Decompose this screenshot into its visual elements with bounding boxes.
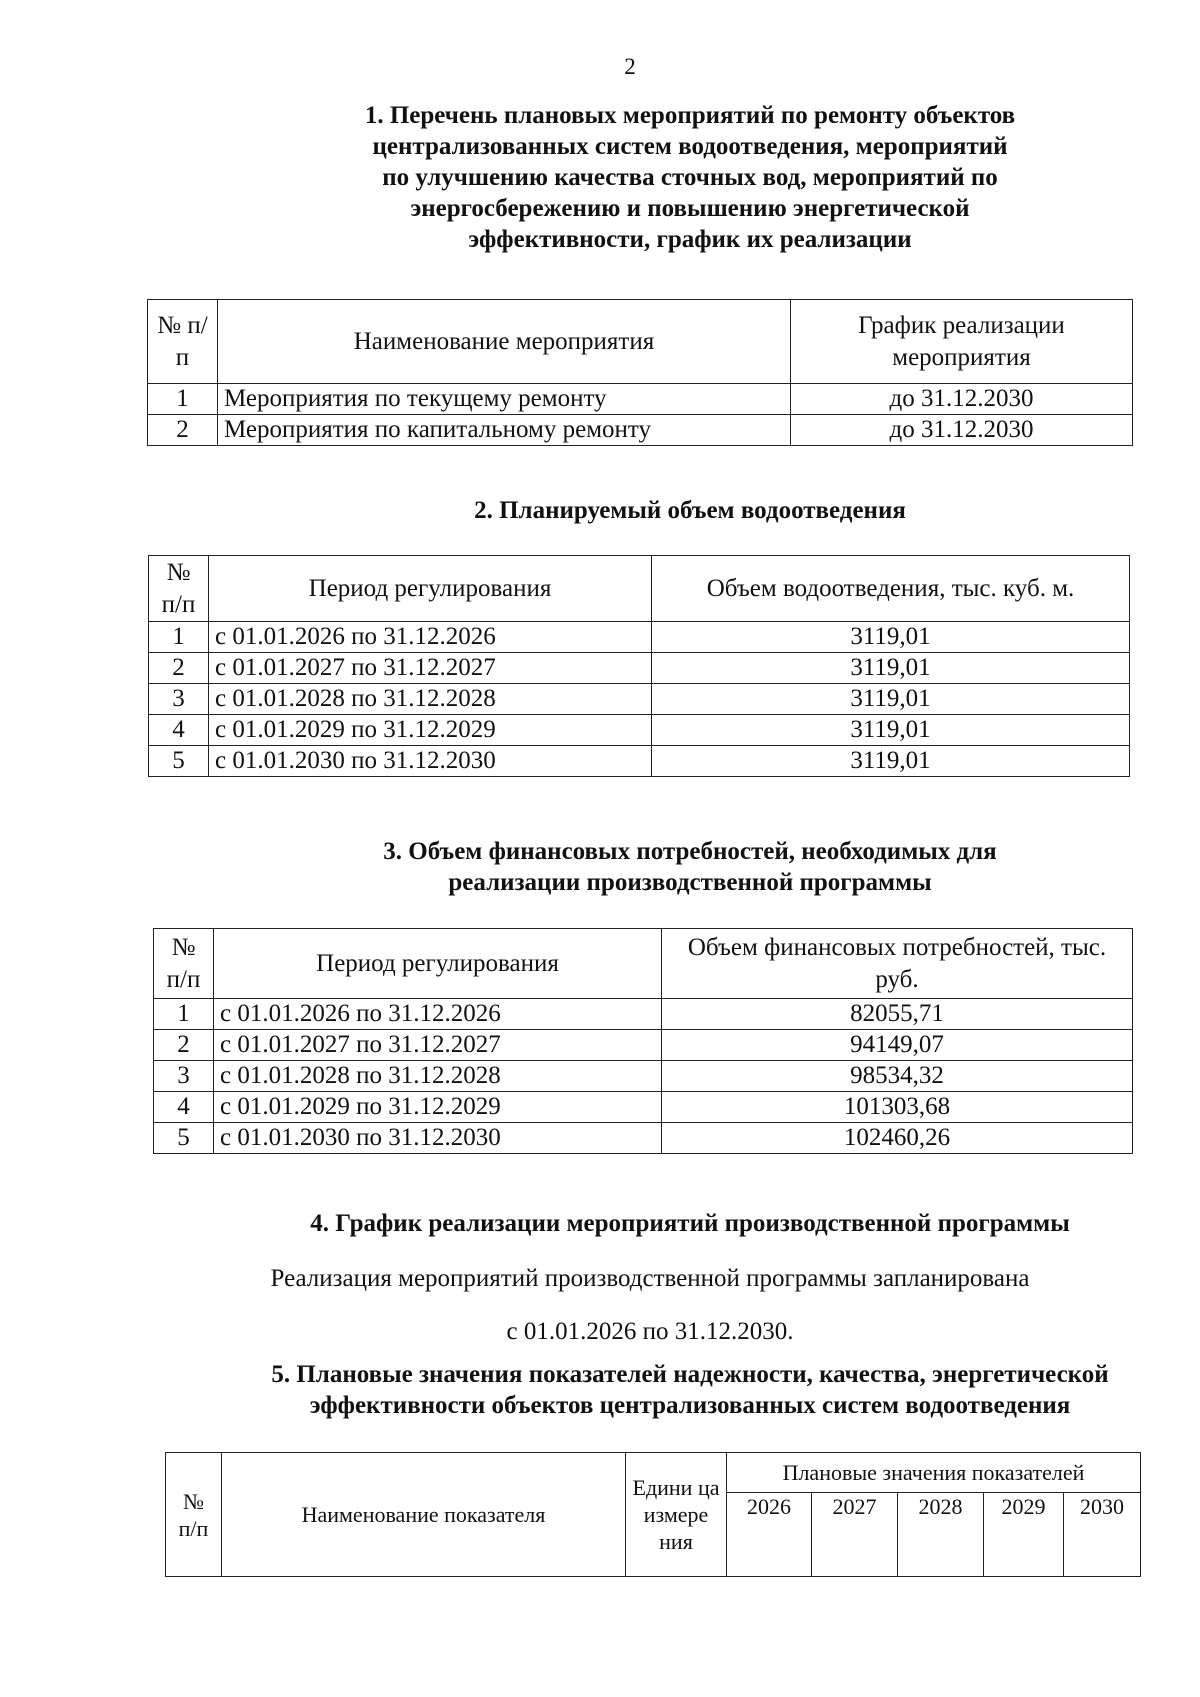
cell-name: Мероприятия по текущему ремонту (218, 384, 791, 415)
cell-period: с 01.01.2028 по 31.12.2028 (214, 1061, 662, 1092)
cell-num: 3 (149, 684, 209, 715)
table-row (148, 415, 1133, 446)
cell-schedule: до 31.12.2030 (791, 415, 1133, 446)
cell-value: 3119,01 (652, 653, 1130, 684)
cell-period: с 01.01.2030 по 31.12.2030 (214, 1123, 662, 1154)
table-header-row (154, 929, 1133, 999)
cell-num: 2 (154, 1030, 214, 1061)
section1-title (0, 100, 1200, 255)
cell-num: 1 (149, 622, 209, 653)
cell-schedule: до 31.12.2030 (791, 384, 1133, 415)
header-value: Объем финансовых потребностей, тыс. руб. (662, 929, 1133, 999)
section1-title-line: энергосбережению и повышению энергетической (410, 195, 970, 222)
table-header-row (166, 1453, 1141, 1493)
header-num: № п/п (149, 556, 209, 622)
cell-name: Мероприятия по капитальному ремонту (218, 415, 791, 446)
header-unit: Едини ца измере ния (626, 1453, 727, 1577)
header-period: Период регулирования (214, 929, 662, 999)
header-schedule: График реализации мероприятия (791, 300, 1133, 384)
table-row (154, 1123, 1133, 1154)
section1-title-line: централизованных систем водоотведения, мероприятий (372, 133, 1008, 160)
indicators-table (165, 1452, 1141, 1577)
table-row (154, 1030, 1133, 1061)
table-header-row (148, 300, 1133, 384)
table-row (148, 384, 1133, 415)
cell-period: с 01.01.2028 по 31.12.2028 (209, 684, 652, 715)
table-row (149, 684, 1130, 715)
table-row (149, 715, 1130, 746)
cell-num: 4 (154, 1092, 214, 1123)
cell-period: с 01.01.2029 по 31.12.2029 (209, 715, 652, 746)
header-planned: Плановые значения показателей (727, 1453, 1141, 1493)
section3-title-line: 3. Объем финансовых потребностей, необходимых для (383, 838, 997, 865)
cell-value: 3119,01 (652, 684, 1130, 715)
section1-title-line: по улучшению качества сточных вод, мероприятий по (382, 164, 998, 191)
table-row (149, 622, 1130, 653)
cell-value: 102460,26 (662, 1123, 1133, 1154)
cell-value: 101303,68 (662, 1092, 1133, 1123)
section3-title (0, 836, 1200, 898)
header-year: 2030 (1064, 1493, 1141, 1577)
table-row (154, 999, 1133, 1030)
cell-num: 2 (148, 415, 218, 446)
header-year: 2026 (727, 1493, 812, 1577)
cell-value: 3119,01 (652, 746, 1130, 777)
cell-period: с 01.01.2027 по 31.12.2027 (214, 1030, 662, 1061)
finance-table (153, 928, 1133, 1154)
cell-value: 94149,07 (662, 1030, 1133, 1061)
section4-text-line2: с 01.01.2026 по 31.12.2030. (506, 1318, 794, 1345)
table-header-row (149, 556, 1130, 622)
cell-period: с 01.01.2029 по 31.12.2029 (214, 1092, 662, 1123)
section5-title (0, 1359, 1200, 1421)
cell-value: 3119,01 (652, 622, 1130, 653)
cell-period: с 01.01.2030 по 31.12.2030 (209, 746, 652, 777)
section2-title: 2. Планируемый объем водоотведения (474, 497, 906, 524)
cell-period: с 01.01.2027 по 31.12.2027 (209, 653, 652, 684)
page-number: 2 (624, 54, 636, 79)
header-name: Наименование показателя (222, 1453, 626, 1577)
cell-num: 2 (149, 653, 209, 684)
table-row (149, 746, 1130, 777)
cell-period: с 01.01.2026 по 31.12.2026 (209, 622, 652, 653)
header-value: Объем водоотведения, тыс. куб. м. (652, 556, 1130, 622)
header-num: № п/п (154, 929, 214, 999)
cell-num: 1 (148, 384, 218, 415)
volume-table (148, 555, 1130, 777)
section5-title-line: 5. Плановые значения показателей надежности, качества, энергетической (271, 1361, 1109, 1388)
section3-title-line: реализации производственной программы (448, 869, 932, 896)
table-row (154, 1061, 1133, 1092)
header-name: Наименование мероприятия (218, 300, 791, 384)
cell-value: 82055,71 (662, 999, 1133, 1030)
cell-period: с 01.01.2026 по 31.12.2026 (214, 999, 662, 1030)
table-row (149, 653, 1130, 684)
section1-title-line: эффективности, график их реализации (468, 226, 912, 253)
cell-num: 4 (149, 715, 209, 746)
header-num: № п/п (166, 1453, 222, 1577)
header-num: № п/п (148, 300, 218, 384)
cell-value: 98534,32 (662, 1061, 1133, 1092)
section5-title-line: эффективности объектов централизованных систем водоотведения (309, 1392, 1071, 1419)
cell-num: 3 (154, 1061, 214, 1092)
cell-num: 5 (154, 1123, 214, 1154)
header-period: Период регулирования (209, 556, 652, 622)
header-year: 2028 (898, 1493, 984, 1577)
maintenance-table (147, 299, 1133, 446)
section4-title: 4. График реализации мероприятий производственной программы (310, 1210, 1070, 1237)
cell-num: 5 (149, 746, 209, 777)
cell-value: 3119,01 (652, 715, 1130, 746)
section4-text-line1: Реализация мероприятий производственной программы запланирована (270, 1265, 1030, 1292)
table-row (154, 1092, 1133, 1123)
header-year: 2027 (812, 1493, 898, 1577)
section1-title-line: 1. Перечень плановых мероприятий по ремонту объектов (364, 102, 1016, 129)
cell-num: 1 (154, 999, 214, 1030)
header-year: 2029 (984, 1493, 1064, 1577)
